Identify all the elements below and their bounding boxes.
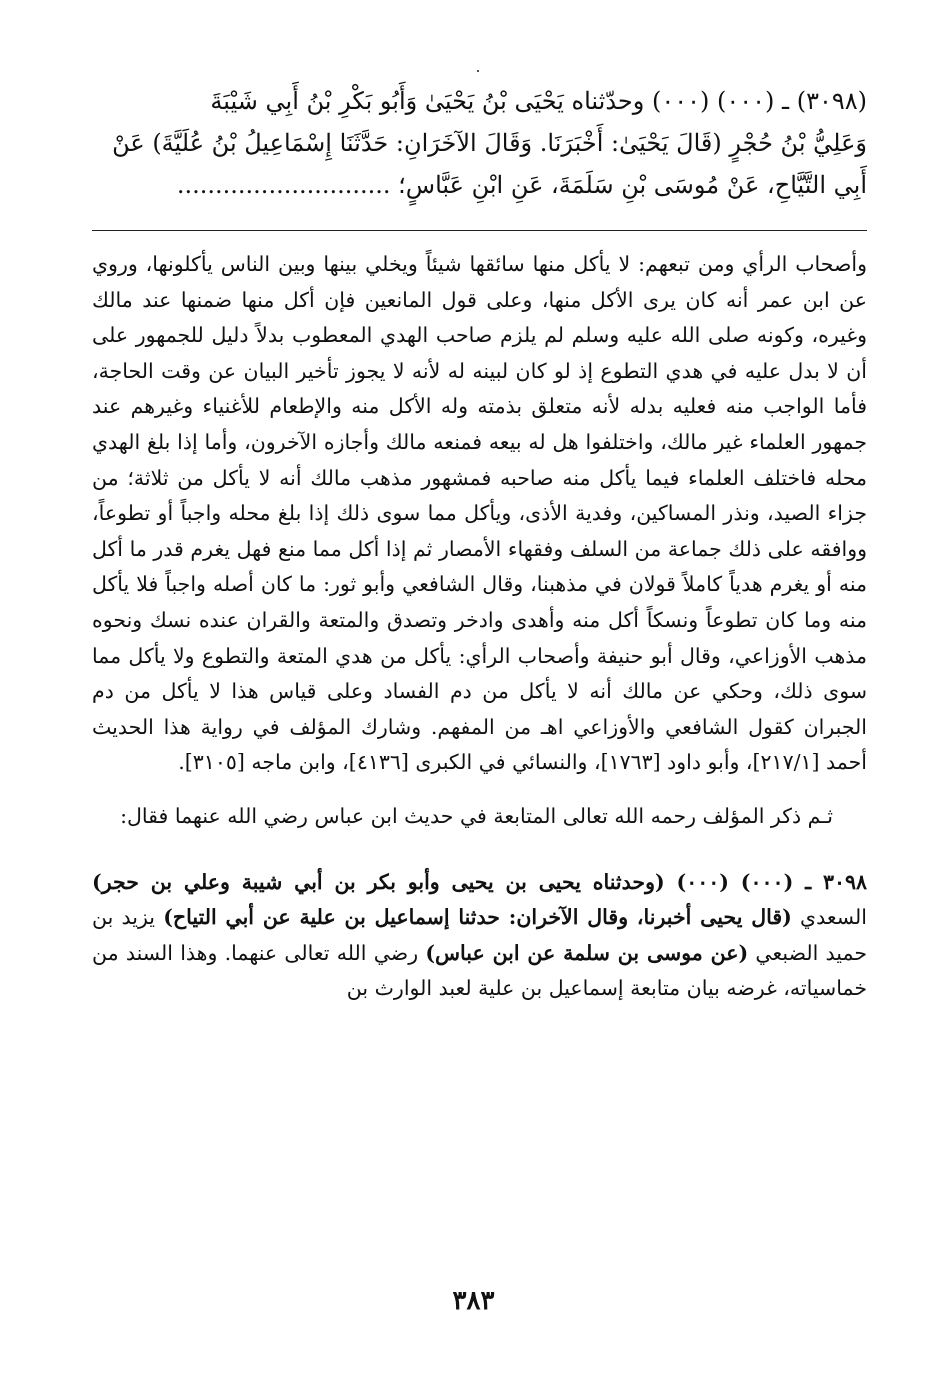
sharh-chain-3: (عن موسى بن سلمة عن ابن عباس) — [425, 940, 749, 965]
sharh-gloss-2: يزيد بن حميد الضبعي — [92, 905, 867, 965]
page-mark — [477, 70, 479, 72]
sharh-chain-2: (قال يحيى أخبرنا، وقال الآخران: حدثنا إسماعيل بن علية عن أبي التياح) — [163, 905, 792, 930]
sharh-gloss-1: السعدي — [791, 905, 867, 930]
author-note-text: ثـم ذكر المؤلف رحمه الله تعالى المتابعة في حديث ابن عباس رضي الله عنهما فقال: — [120, 803, 833, 828]
page-number: ٣٨٣ — [452, 1286, 495, 1316]
hadith-line-3-text: أَبِي التَّيَّاحِ، عَنْ مُوسَى بْنِ سَلَمَةَ، عَنِ ابْنِ عَبَّاسٍ؛ — [398, 171, 867, 199]
sharh-paragraph — [92, 865, 867, 1007]
hadith-line-3 — [92, 164, 867, 206]
author-note — [92, 799, 867, 835]
sharh-chain-1: ٣٠٩٨ ـ (٠٠٠) (٠٠٠) (وحدثناه يحيى بن يحيى وأبو بكر بن أبي شيبة وعلي بن حجر) — [92, 869, 867, 894]
hadith-dots: ............................ — [176, 171, 391, 199]
section-divider — [92, 230, 867, 231]
commentary-section — [92, 247, 867, 781]
commentary-paragraph: وأصحاب الرأي ومن تبعهم: لا يأكل منها سائقها شيئاً ويخلي بينها وبين الناس يأكلونها، وروي عن ابن عمر أنه كان يرى الأكل منها، وعلى قول المانعين فإن أكل منها ضمنها عند مالك وغيره، وكونه صلى الله عليه وسلم لم يلزم صاحب الهدي المعطوب بدلاً دليل للجمهور على أن لا بدل عليه في هدي التطوع إذ لو كان لبينه له لأنه لا يجوز تأخير البيان عن وقت الحاجة، فأما الواجب منه فعليه بدله لأنه متعلق بذمته وله الأكل منه والإطعام للأغنياء وغيرهم عند جمهور العلماء غير مالك، واختلفوا هل له بيعه فمنعه مالك وأجازه الآخرون، وأما إذا بلغ الهدي محله فاختلف العلماء فيما يأكل منه صاحبه فمشهور مذهب مالك أنه لا يأكل من ثلاثة؛ من جزاء الصيد، ونذر المساكين، وفدية الأذى، ويأكل مما سوى ذلك إذا بلغ محله واجباً أو تطوعاً، ووافقه على ذلك جماعة من السلف وفقهاء الأمصار ثم إذا أكل مما منع فهل يغرم قدر ما أكل منه أو يغرم هدياً كاملاً قولان في مذهبنا، وقال الشافعي وأبو ثور: ما كان أصله واجباً فلا يأكل منه وما كان تطوعاً ونسكاً أكل منه وأهدى وادخر وتصدق والمتعة والقران عنده نسك ونحوه مذهب الأوزاعي، وقال أبو حنيفة وأصحاب الرأي: يأكل من هدي المتعة والتطوع ولا يأكل مما سوى ذلك، وحكي عن مالك أنه لا يأكل من دم الفساد وعلى قياس هذا لا يأكل من دم الجبران كقول الشافعي والأوزاعي اهـ من المفهم. وشارك المؤلف في رواية هذا الحديث أحمد [٢١٧/١]، وأبو داود [١٧٦٣]، والنسائي في الكبرى [٤١٣٦]، وابن ماجه [٣١٠٥]. — [92, 252, 867, 775]
hadith-line-1: (٣٠٩٨) ـ (٠٠٠) (٠٠٠) وحدّثناه يَحْيَى بْنُ يَحْيَىٰ وَأَبُو بَكْرِ بْنُ أَبِي شَيْبَةَ — [210, 87, 867, 115]
sharh-gloss-3: رضي الله تعالى عنهما. وهذا السند من خماسياته، غرضه بيان متابعة إسماعيل بن علية لعبد الوارث بن — [92, 940, 867, 1001]
hadith-text — [92, 80, 867, 206]
sharh-section — [92, 865, 867, 1007]
document-page — [92, 80, 867, 1340]
hadith-line-2: وَعَلِيُّ بْنُ حُجْرٍ (قَالَ يَحْيَىٰ: أَخْبَرَنَا. وَقَالَ الآخَرَانِ: حَدَّثَنَا إِسْمَاعِيلُ بْنُ عُلَيَّةَ) عَنْ — [112, 129, 867, 157]
